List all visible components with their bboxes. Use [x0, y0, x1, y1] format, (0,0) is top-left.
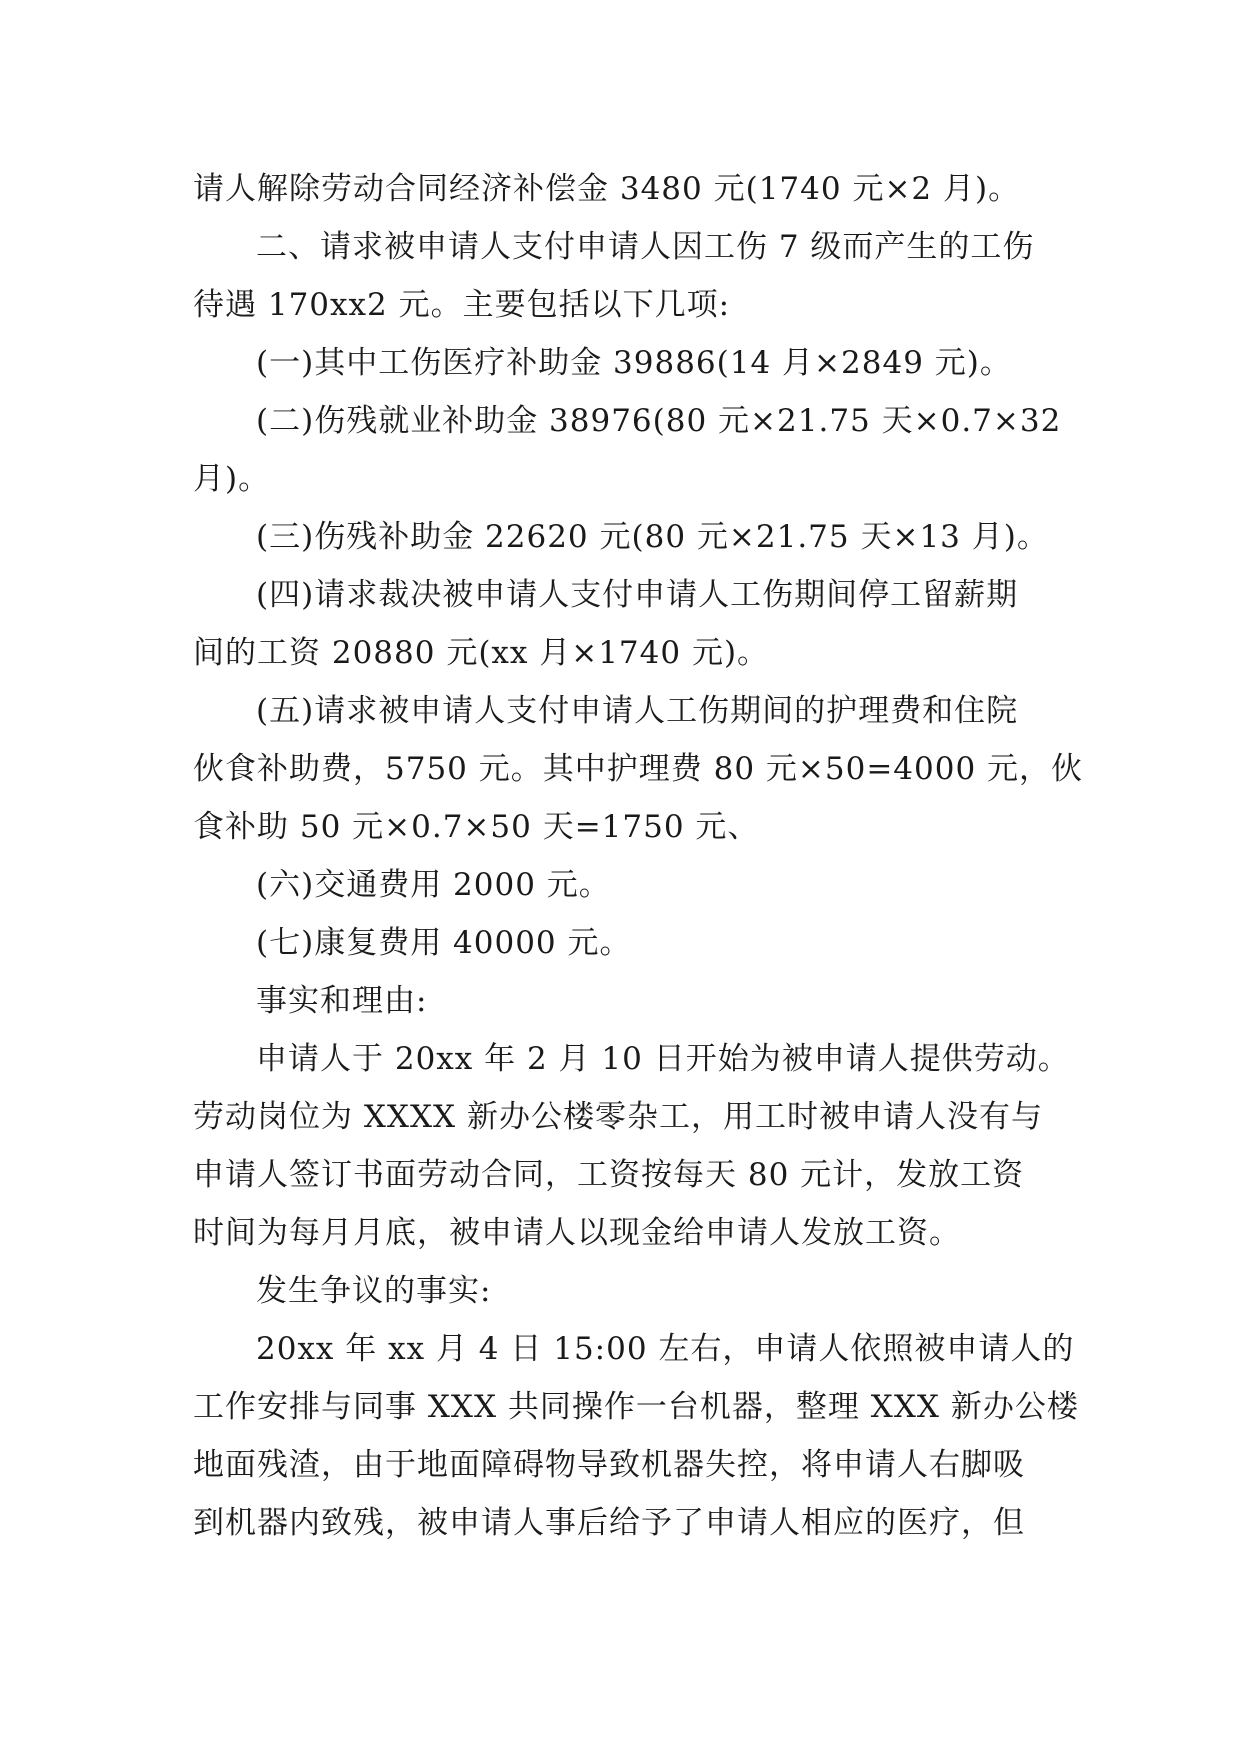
- text-line: 20xx 年 xx 月 4 日 15:00 左右，申请人依照被申请人的: [256, 1331, 1075, 1367]
- text-line: 伙食补助费，5750 元。其中护理费 80 元×50=4000 元，伙: [193, 751, 1084, 787]
- text-line: 劳动岗位为 XXXX 新办公楼零杂工，用工时被申请人没有与: [193, 1099, 1043, 1135]
- text-line: 时间为每月月底，被申请人以现金给申请人发放工资。: [193, 1215, 961, 1251]
- text-line: 二、请求被申请人支付申请人因工伤 7 级而产生的工伤: [256, 229, 1035, 265]
- text-line: 地面残渣，由于地面障碍物导致机器失控，将申请人右脚吸: [193, 1447, 1025, 1483]
- text-line: 待遇 170xx2 元。主要包括以下几项:: [193, 287, 731, 323]
- text-line: (四)请求裁决被申请人支付申请人工伤期间停工留薪期: [256, 577, 1019, 613]
- text-line: 申请人于 20xx 年 2 月 10 日开始为被申请人提供劳动。: [256, 1041, 1070, 1077]
- document-body: [193, 160, 1084, 1552]
- text-line: 申请人签订书面劳动合同，工资按每天 80 元计，发放工资: [193, 1157, 1025, 1193]
- section-heading: 发生争议的事实:: [256, 1273, 492, 1309]
- text-line: 工作安排与同事 XXX 共同操作一台机器，整理 XXX 新办公楼: [193, 1389, 1079, 1425]
- text-line: (二)伤残就业补助金 38976(80 元×21.75 天×0.7×32: [256, 403, 1062, 439]
- text-line: (七)康复费用 40000 元。: [256, 925, 632, 961]
- text-line: (五)请求被申请人支付申请人工伤期间的护理费和住院: [256, 693, 1019, 729]
- section-heading: 事实和理由:: [256, 983, 428, 1019]
- text-line: 请人解除劳动合同经济补偿金 3480 元(1740 元×2 月)。: [193, 171, 1021, 207]
- text-line: 到机器内致残，被申请人事后给予了申请人相应的医疗，但: [193, 1505, 1025, 1541]
- text-line: 食补助 50 元×0.7×50 天=1750 元、: [193, 809, 760, 845]
- text-line: 月)。: [193, 461, 271, 497]
- text-line: (三)伤残补助金 22620 元(80 元×21.75 天×13 月)。: [256, 519, 1049, 555]
- text-line: 间的工资 20880 元(xx 月×1740 元)。: [193, 635, 770, 671]
- text-line: (一)其中工伤医疗补助金 39886(14 月×2849 元)。: [256, 345, 1012, 381]
- text-line: (六)交通费用 2000 元。: [256, 867, 611, 903]
